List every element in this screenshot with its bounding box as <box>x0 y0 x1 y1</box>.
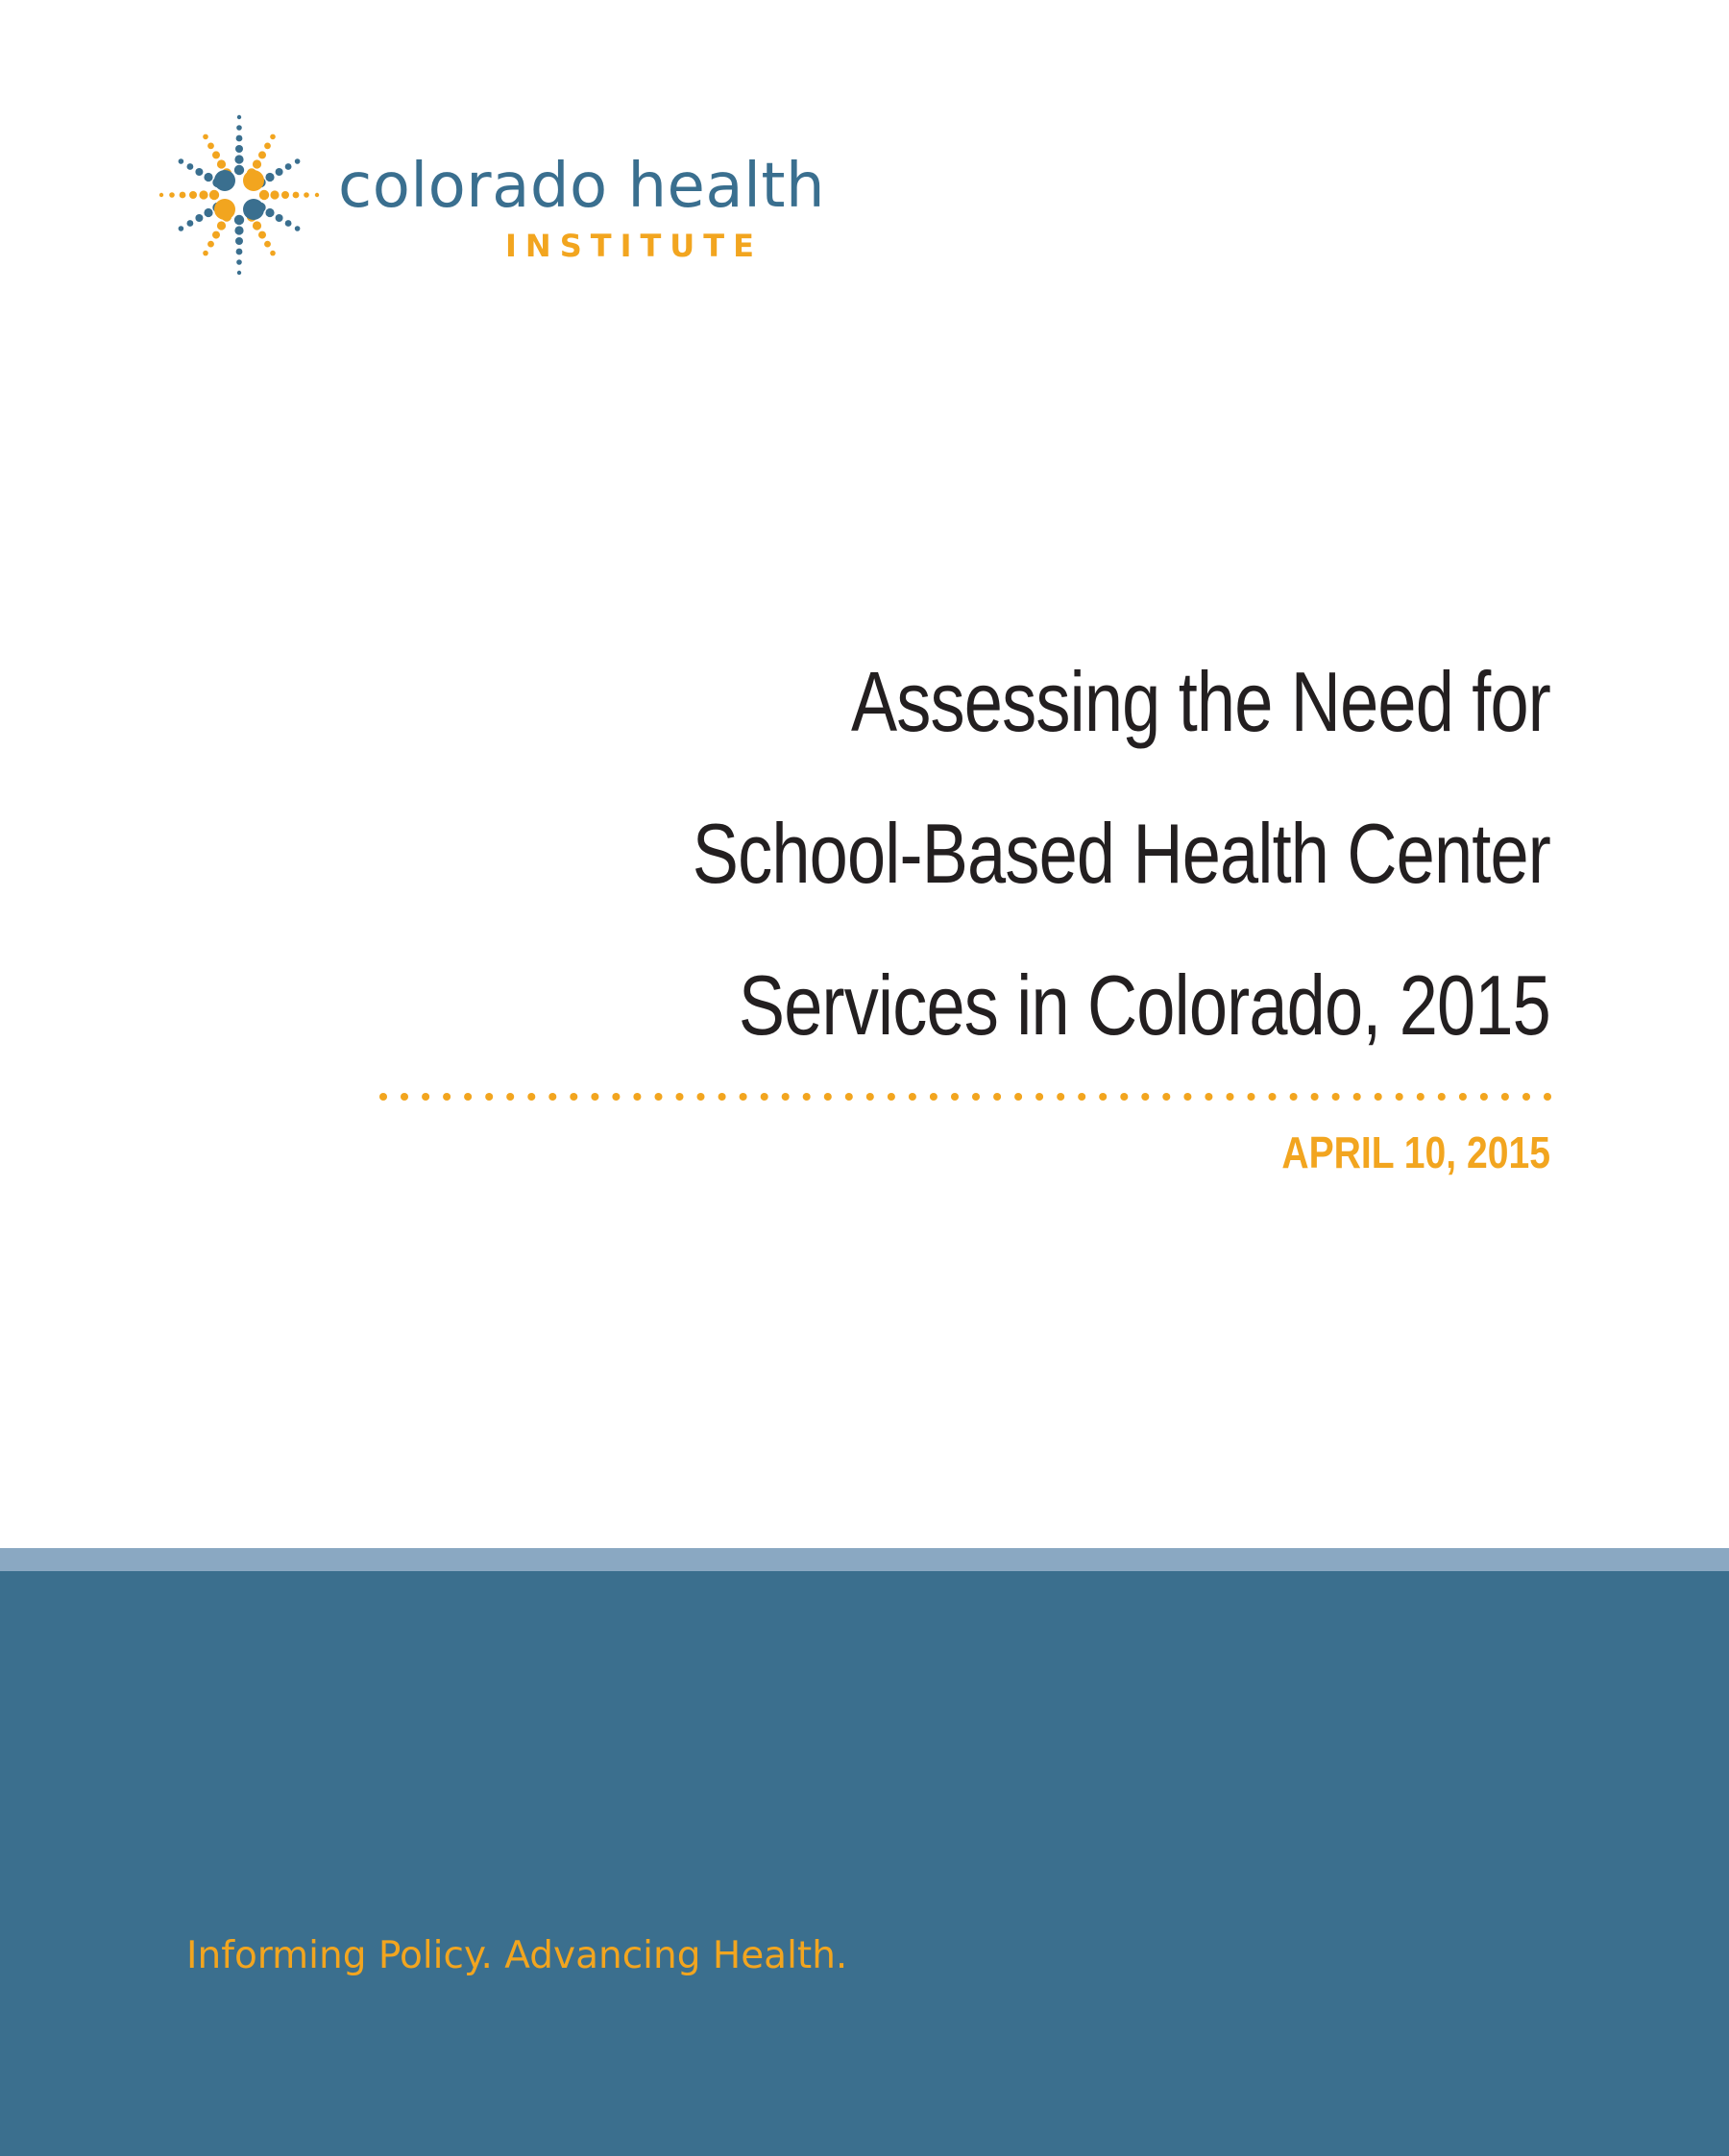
divider-dot <box>1332 1093 1340 1101</box>
logo-ray-dot <box>195 168 203 176</box>
logo-ray-dot <box>235 145 243 153</box>
divider-dot <box>951 1093 959 1101</box>
logo-ray-dot <box>315 193 319 197</box>
divider-dot <box>633 1093 641 1101</box>
logo-ray-dot <box>199 190 207 199</box>
logo-center-dot <box>214 199 235 220</box>
dotted-divider <box>378 1091 1552 1102</box>
divider-dot <box>1501 1093 1509 1101</box>
divider-dot <box>930 1093 938 1101</box>
divider-dot <box>570 1093 577 1101</box>
logo-ray-dot <box>204 208 212 217</box>
logo-subtitle: INSTITUTE <box>505 228 763 264</box>
organization-logo <box>158 113 926 277</box>
logo-ray-dot <box>236 259 242 265</box>
divider-dot <box>1544 1093 1551 1101</box>
divider-dot <box>591 1093 598 1101</box>
logo-ray-dot <box>237 271 241 275</box>
logo-ray-dot <box>293 192 300 199</box>
report-title-line-2: School-Based Health Center <box>692 806 1550 901</box>
divider-dot <box>740 1093 747 1101</box>
logo-ray-dot <box>234 215 244 225</box>
footer-tagline: Informing Policy. Advancing Health. <box>186 1934 848 1977</box>
divider-dot <box>1480 1093 1488 1101</box>
logo-center-dot <box>214 170 235 191</box>
divider-dot <box>1227 1093 1234 1101</box>
logo-ray-dot <box>234 155 243 163</box>
logo-ray-dot <box>203 134 208 140</box>
divider-dot <box>1035 1093 1043 1101</box>
logo-ray-dot <box>179 158 184 164</box>
logo-ray-dot <box>217 221 226 230</box>
divider-dot <box>443 1093 451 1101</box>
divider-dot <box>972 1093 980 1101</box>
logo-ray-dot <box>304 192 309 198</box>
logo-ray-dot <box>235 237 243 245</box>
footer-accent-band <box>0 1548 1729 1571</box>
logo-name: colorado health <box>338 151 826 222</box>
logo-ray-dot <box>265 173 274 182</box>
divider-dot <box>548 1093 556 1101</box>
divider-dot <box>1014 1093 1022 1101</box>
logo-ray-dot <box>236 135 243 142</box>
divider-dot <box>1375 1093 1382 1101</box>
divider-dot <box>866 1093 874 1101</box>
logo-ray-dot <box>209 190 219 200</box>
divider-dot <box>1099 1093 1107 1101</box>
logo-ray-dot <box>276 214 283 222</box>
divider-dot <box>845 1093 853 1101</box>
divider-dot <box>655 1093 663 1101</box>
logo-ray-dot <box>253 221 261 230</box>
logo-center-dot <box>243 170 264 191</box>
logo-ray-dot <box>295 226 301 231</box>
report-title-line-3: Services in Colorado, 2015 <box>738 957 1550 1053</box>
divider-dot <box>1417 1093 1425 1101</box>
divider-dot <box>1205 1093 1212 1101</box>
divider-dot <box>824 1093 832 1101</box>
logo-ray-dot <box>169 192 175 198</box>
divider-dot <box>1248 1093 1255 1101</box>
divider-dot <box>993 1093 1001 1101</box>
divider-dot <box>1522 1093 1530 1101</box>
divider-dot <box>527 1093 535 1101</box>
report-title <box>526 626 1550 1081</box>
divider-dot <box>1183 1093 1191 1101</box>
logo-ray-dot <box>270 190 279 199</box>
logo-ray-dot <box>276 168 283 176</box>
report-date: APRIL 10, 2015 <box>1281 1127 1550 1177</box>
logo-ray-dot <box>281 191 289 199</box>
divider-dot <box>1396 1093 1403 1101</box>
logo-ray-dot <box>285 220 292 227</box>
logo-ray-dot <box>264 241 271 248</box>
divider-dot <box>1269 1093 1277 1101</box>
logo-ray-dot <box>234 226 243 234</box>
logo-ray-dot <box>258 151 266 158</box>
logo-ray-dot <box>212 151 220 158</box>
divider-dot <box>422 1093 429 1101</box>
logo-ray-dot <box>258 231 266 239</box>
divider-dot <box>1311 1093 1319 1101</box>
logo-ray-dot <box>270 134 276 140</box>
divider-dot <box>485 1093 493 1101</box>
divider-dot <box>1120 1093 1128 1101</box>
logo-ray-dot <box>237 115 241 119</box>
divider-dot <box>612 1093 620 1101</box>
divider-dot <box>761 1093 768 1101</box>
divider-dot <box>909 1093 916 1101</box>
logo-ray-dot <box>204 173 212 182</box>
divider-dot <box>379 1093 387 1101</box>
divider-dot <box>697 1093 705 1101</box>
divider-dot <box>401 1093 408 1101</box>
logo-ray-dot <box>253 159 261 168</box>
logo-ray-dot <box>236 125 242 131</box>
logo-ray-dot <box>265 208 274 217</box>
logo-ray-dot <box>179 226 184 231</box>
logo-center-dot <box>243 199 264 220</box>
logo-ray-dot <box>187 163 194 170</box>
divider-dot <box>718 1093 726 1101</box>
divider-dot <box>1353 1093 1361 1101</box>
logo-ray-dot <box>180 192 186 199</box>
logo-ray-dot <box>207 241 214 248</box>
footer-band <box>0 1571 1729 2156</box>
logo-ray-dot <box>195 214 203 222</box>
report-title-line-1: Assessing the Need for <box>850 654 1550 749</box>
logo-ray-dot <box>189 191 197 199</box>
logo-ray-dot <box>264 143 271 150</box>
divider-dot <box>1078 1093 1085 1101</box>
logo-ray-dot <box>295 158 301 164</box>
divider-dot <box>1057 1093 1064 1101</box>
logo-ray-dot <box>270 251 276 256</box>
logo-ray-dot <box>259 190 269 200</box>
logo-ray-dot <box>207 143 214 150</box>
logo-ray-dot <box>203 251 208 256</box>
logo-ray-dot <box>234 165 244 175</box>
starburst-dots-icon <box>158 113 321 277</box>
divider-dot <box>464 1093 472 1101</box>
divider-dot <box>1290 1093 1298 1101</box>
logo-ray-dot <box>236 249 243 255</box>
logo-ray-dot <box>285 163 292 170</box>
divider-dot <box>1438 1093 1446 1101</box>
divider-dot <box>1141 1093 1149 1101</box>
logo-ray-dot <box>212 231 220 239</box>
divider-dot <box>1459 1093 1467 1101</box>
logo-ray-dot <box>217 159 226 168</box>
divider-dot <box>888 1093 895 1101</box>
divider-dot <box>803 1093 811 1101</box>
logo-ray-dot <box>159 193 163 197</box>
logo-ray-dot <box>187 220 194 227</box>
divider-dot <box>676 1093 684 1101</box>
divider-dot <box>1162 1093 1170 1101</box>
divider-dot <box>506 1093 514 1101</box>
divider-dot <box>782 1093 790 1101</box>
